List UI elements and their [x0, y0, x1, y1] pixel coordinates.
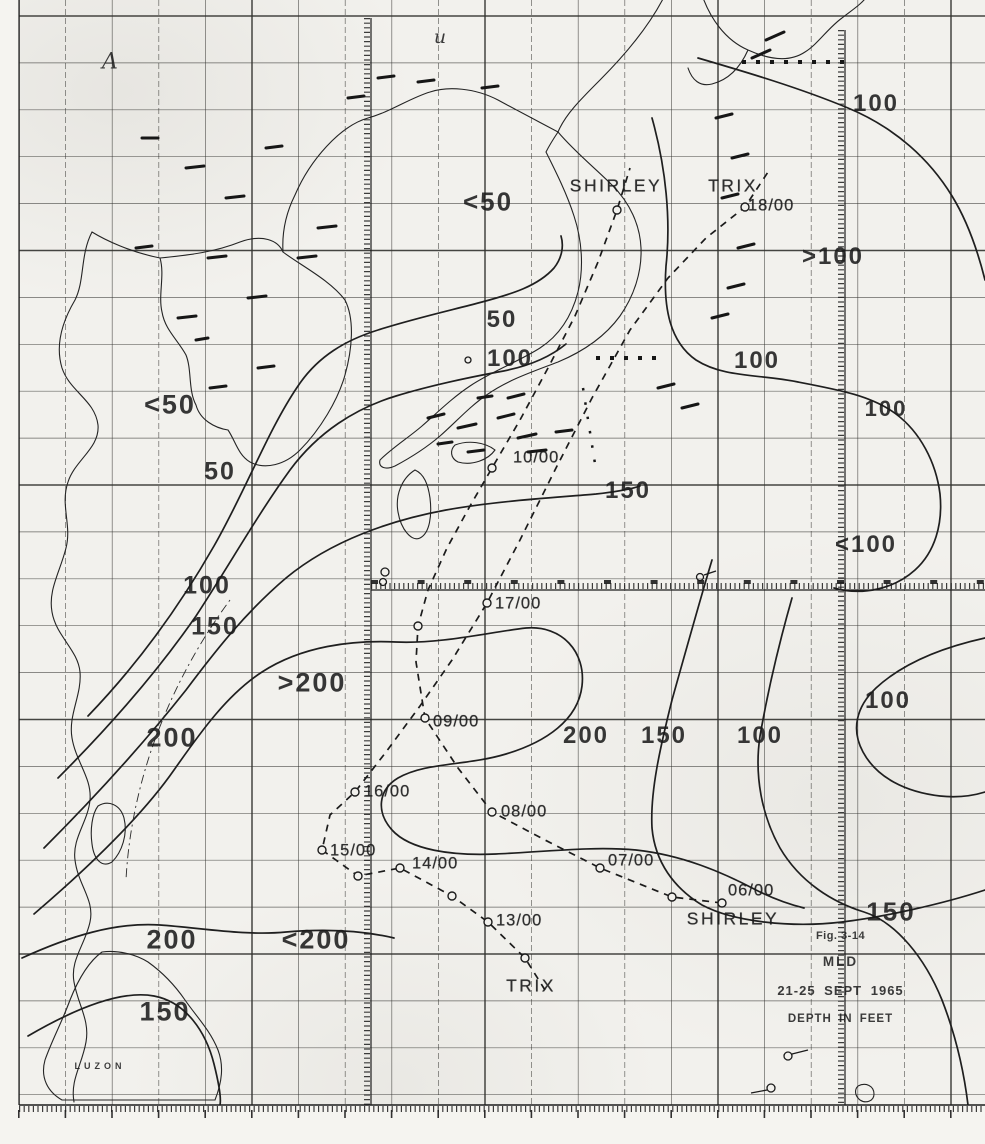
track-time-label: 17/00: [495, 594, 542, 613]
track-time-label: 14/00: [412, 854, 459, 873]
geo-label: A: [102, 49, 118, 75]
contour-depth-label: 100: [736, 722, 784, 749]
figure-date: 21-25 SEPT 1965: [777, 983, 904, 998]
contour-depth-label: 50: [486, 306, 518, 333]
track-time-label: 16/00: [364, 782, 411, 801]
contour-depth-label: 50: [204, 457, 236, 486]
contour-depth-label: 100: [486, 345, 534, 372]
contour-depth-label: <200: [281, 924, 351, 955]
track-time-label: 10/00: [513, 448, 560, 467]
storm-name-label: TRIX: [506, 975, 556, 996]
track-time-label: 07/00: [608, 851, 655, 870]
contour-depth-label: 150: [139, 996, 191, 1027]
contour-depth-label: <50: [144, 389, 196, 420]
contour-depth-label: 200: [146, 924, 198, 955]
contour-depth-label: 200: [146, 722, 198, 753]
contour-depth-label: 200: [562, 722, 610, 749]
contour-depth-label: 100: [183, 571, 231, 600]
track-time-label: 13/00: [496, 911, 543, 930]
contour-depth-label: 150: [866, 896, 916, 927]
contour-depth-label: 100: [864, 687, 912, 714]
track-time-label: 08/00: [501, 802, 548, 821]
contour-depth-label: >200: [277, 667, 347, 698]
contour-depth-label: 100: [864, 396, 908, 421]
figure-legend: [768, 930, 913, 1025]
storm-name-label: SHIRLEY: [569, 175, 663, 196]
contour-depth-label: 100: [852, 90, 900, 117]
figure-number: Fig. 3-14: [815, 930, 866, 942]
contour-depth-label: <100: [834, 531, 898, 558]
track-time-label: 18/00: [748, 196, 795, 215]
storm-name-label: SHIRLEY: [686, 908, 780, 929]
contour-depth-label: <50: [462, 186, 514, 217]
contour-depth-label: 150: [604, 477, 652, 504]
contour-depth-label: >100: [801, 243, 865, 270]
track-time-label: 09/00: [433, 712, 480, 731]
figure-title: MLD: [822, 954, 859, 969]
contour-depth-label: 100: [733, 347, 781, 374]
contour-depth-label: 150: [640, 722, 688, 749]
geo-label: LUZON: [74, 1061, 126, 1071]
contour-depth-label: 150: [191, 612, 239, 641]
track-time-label: 15/00: [330, 841, 377, 860]
figure-units: DEPTH IN FEET: [787, 1013, 894, 1025]
storm-name-label: TRIX: [708, 175, 758, 196]
geo-label: u: [433, 26, 447, 48]
track-time-label: 06/00: [728, 881, 775, 900]
